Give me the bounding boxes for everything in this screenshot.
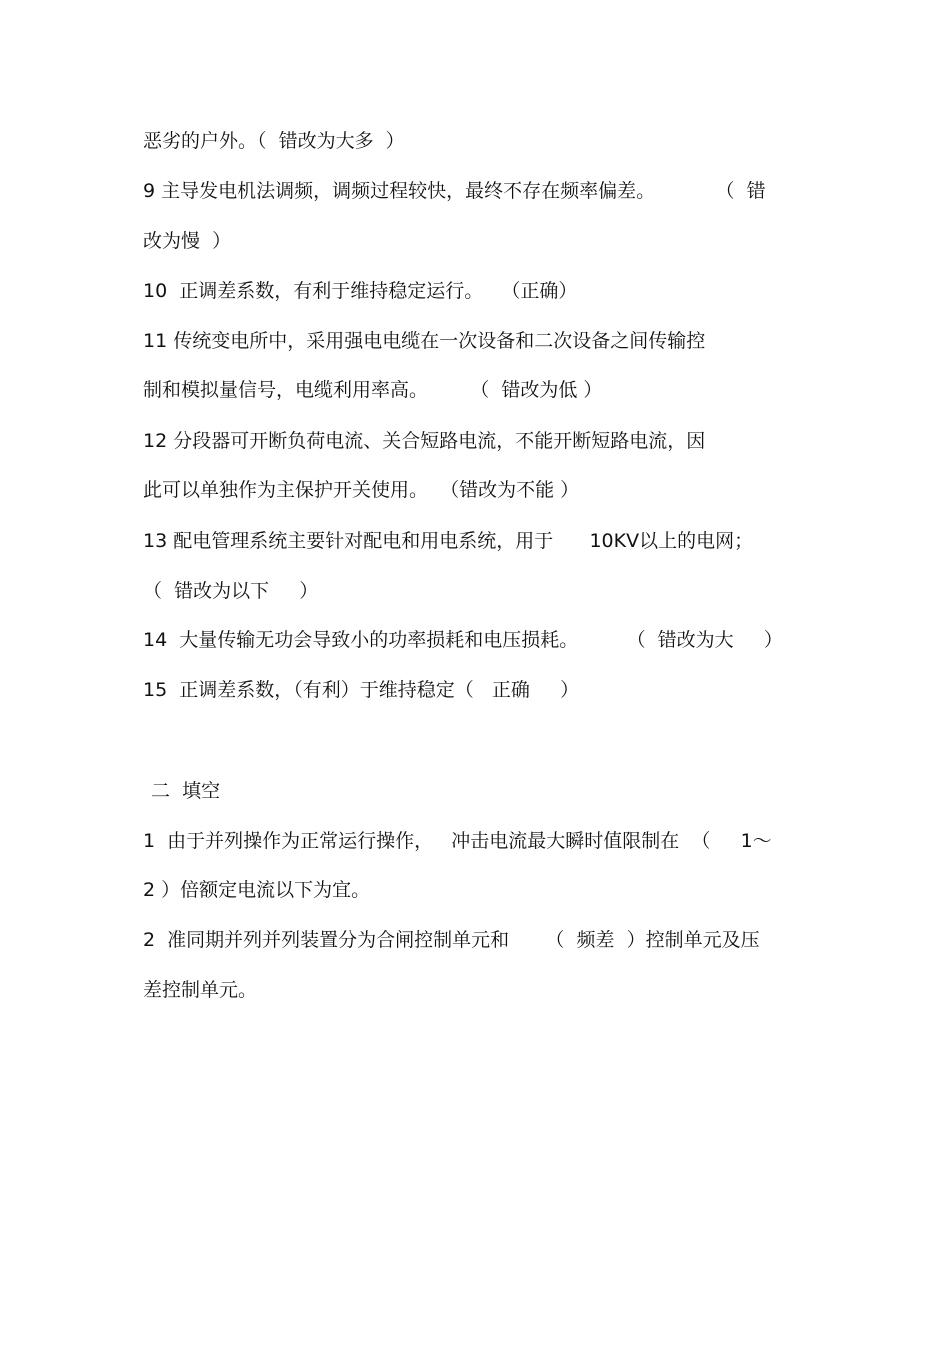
fill-blank-line-1: 1 由于并列操作为正常运行操作， 冲击电流最大瞬时值限制在 （ 1～ xyxy=(143,830,772,852)
judgement-line-9: 13 配电管理系统主要针对配电和用电系统，用于 10KV以上的电网； xyxy=(143,530,754,552)
judgement-line-4: 10 正调差系数，有利于维持稳定运行。 （正确） xyxy=(143,280,578,302)
judgement-line-2: 9 主导发电机法调频，调频过程较快，最终不存在频率偏差。 （ 错 xyxy=(143,180,766,202)
judgement-line-12: 15 正调差系数，（有利）于维持稳定（ 正确 ） xyxy=(143,679,580,701)
judgement-line-8: 此可以单独作为主保护开关使用。 （错改为不能 ） xyxy=(143,479,580,501)
fill-blank-line-2: 2 ）倍额定电流以下为宜。 xyxy=(143,879,371,901)
judgement-line-11: 14 大量传输无功会导致小的功率损耗和电压损耗。 （ 错改为大 ） xyxy=(143,629,783,651)
judgement-line-10: （ 错改为以下 ） xyxy=(143,580,319,602)
judgement-line-7: 12 分段器可开断负荷电流、关合短路电流，不能开断短路电流，因 xyxy=(143,430,706,452)
judgement-line-5: 11 传统变电所中，采用强电电缆在一次设备和二次设备之间传输控 xyxy=(143,330,706,352)
judgement-line-1: 恶劣的户外。（ 错改为大多 ） xyxy=(143,130,405,152)
judgement-line-6: 制和模拟量信号，电缆利用率高。 （ 错改为低 ） xyxy=(143,379,603,401)
section-title: 二 填空 xyxy=(151,780,221,802)
fill-blank-line-3: 2 准同期并列并列装置分为合闸控制单元和 （ 频差 ）控制单元及压 xyxy=(143,929,760,951)
fill-blank-line-4: 差控制单元。 xyxy=(143,979,258,1001)
judgement-line-3: 改为慢 ） xyxy=(143,230,232,252)
